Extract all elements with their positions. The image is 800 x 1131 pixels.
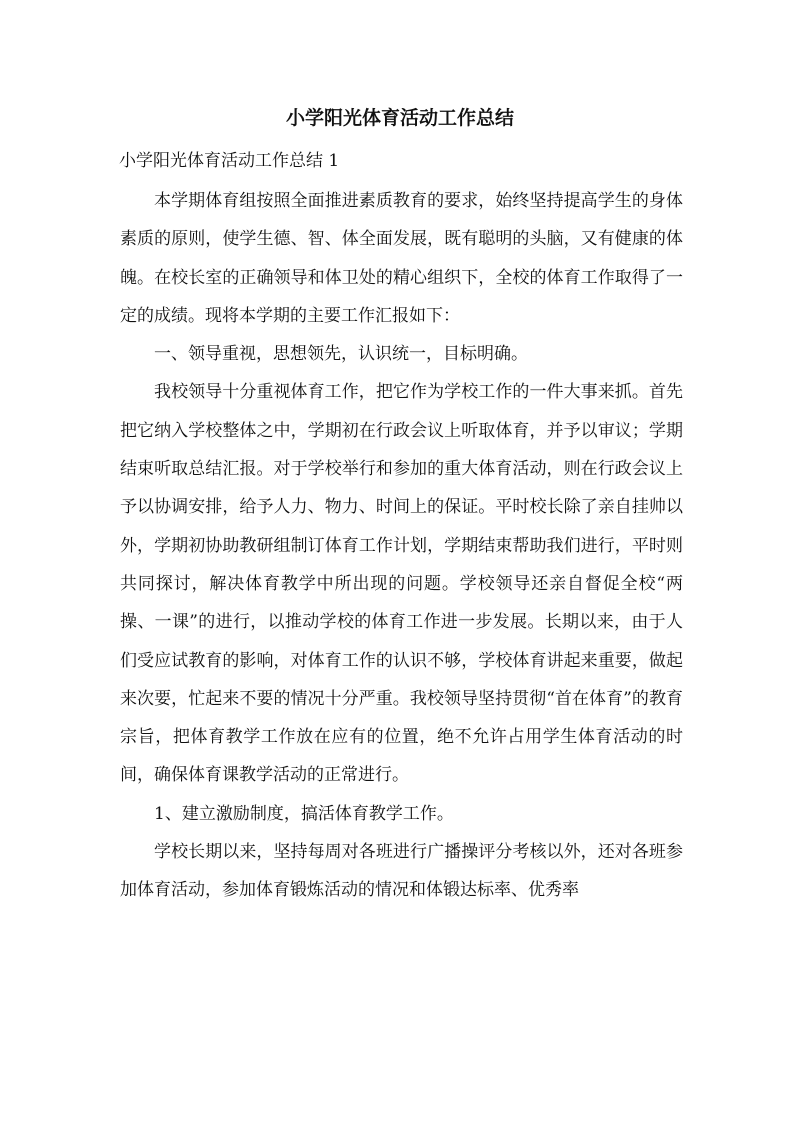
- section-heading-1: 一、领导重视，思想领先，认识统一，目标明确。: [154, 344, 528, 365]
- paragraph-intro: 本学期体育组按照全面推进素质教育的要求，始终坚持提高学生的身体素质的原则，使学生德、智、体全面发展，既有聪明的头脑，又有健康的体魄。在校长室的正确领导和体卫处的精心组织下，全校的体育工作取得了一定的成绩。现将本学期的主要工作汇报如下：: [120, 191, 683, 326]
- paragraph-incentive: 学校长期以来，坚持每周对各班进行广播操评分考核以外，还对各班参加体育活动，参加体育锻炼活动的情况和体锻达标率、优秀率: [120, 842, 683, 901]
- paragraph-leadership: 我校领导十分重视体育工作，把它作为学校工作的一件大事来抓。首先把它纳入学校整体之中，学期初在行政会议上听取体育，并予以审议；学期结束听取总结汇报。对于学校举行和参加的重大体育活动，则在行政会议上予以协调安排，给予人力、物力、时间上的保证。平时校长除了亲自挂帅以外，学期初协助教研组制订体育工作计划，学期结束帮助我们进行，平时则共同探讨，解决体育教学中所出现的问题。学校领导还亲自督促全校“两操、一课”的进行，以推动学校的体育工作进一步发展。长期以来，由于人们受应试教育的影响，对体育工作的认识不够，学校体育讲起来重要，做起来次要，忙起来不要的情况十分严重。我校领导坚持贯彻“首在体育”的教育宗旨，把体育教学工作放在应有的位置，绝不允许占用学生体育活动的时间，确保体育课教学活动的正常进行。: [120, 382, 683, 786]
- subsection-heading-1: 1、建立激励制度，搞活体育教学工作。: [154, 803, 454, 824]
- document-subtitle: 小学阳光体育活动工作总结 1: [119, 151, 340, 171]
- document-title: 小学阳光体育活动工作总结: [285, 107, 514, 129]
- document-body: [120, 182, 683, 910]
